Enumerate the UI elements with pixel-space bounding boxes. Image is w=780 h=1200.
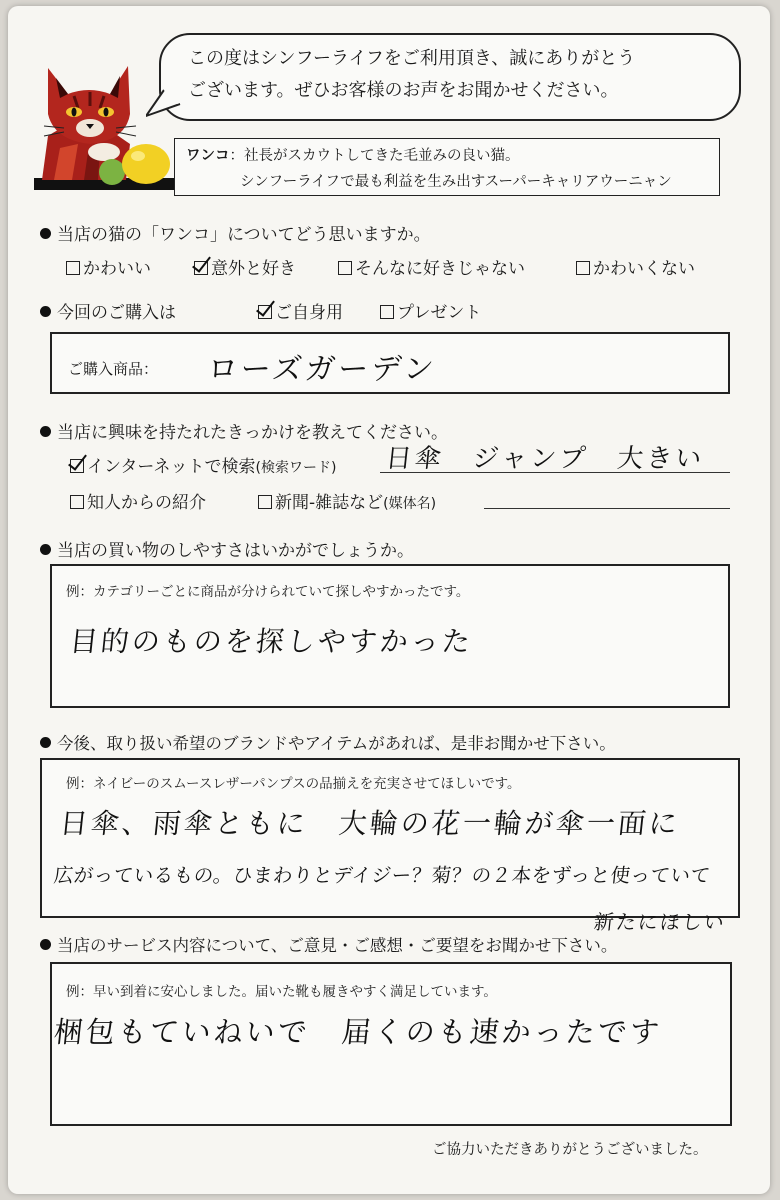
q1-option-3[interactable] xyxy=(576,254,695,279)
q3-media-option[interactable] xyxy=(258,488,436,513)
q2-question-text: 今回のご購入は xyxy=(57,303,176,323)
q6-question xyxy=(40,932,617,956)
speech-line-1: この度はシンフーライフをご利用頂き、誠にありがとう xyxy=(188,48,636,69)
q5-question-text: 今後、取り扱い希望のブランドやアイテムがあれば、是非お聞かせ下さい。 xyxy=(57,734,616,753)
q1-question xyxy=(40,220,431,245)
footer-thanks: ご協力いただきありがとうございました。 xyxy=(432,1142,708,1158)
q3-internet-sub: (検索ワード) xyxy=(255,460,337,476)
q5-answer-line-2[interactable]: 広がっているもの。ひまわりとデイジー？菊？の２本をずっと使っていて xyxy=(52,864,712,887)
q6-answer[interactable]: 梱包もていねいで 届くのも速かったです xyxy=(52,1015,664,1049)
q3-internet-label: インターネットで検索 xyxy=(87,457,256,477)
q5-answer-line-3[interactable]: 新たにほしい xyxy=(592,910,728,934)
bullet-icon xyxy=(40,426,51,437)
checkbox-icon[interactable] xyxy=(380,305,394,319)
search-words-value[interactable]: 日傘 ジャンプ 大きい xyxy=(384,444,706,474)
q1-option-2-label: そんなに好きじゃない xyxy=(355,259,525,279)
checkbox-icon[interactable] xyxy=(258,495,272,509)
q1-option-2[interactable] xyxy=(338,254,525,279)
checkbox-icon[interactable] xyxy=(70,495,84,509)
speech-line-2: ございます。ぜひお客様のお声をお聞かせください。 xyxy=(188,80,619,101)
q2-question xyxy=(40,298,176,323)
q3-internet-option[interactable] xyxy=(70,452,336,477)
checkbox-icon[interactable] xyxy=(66,261,80,275)
q5-example: 例：ネイビーのスムースレザーパンプスの品揃えを充実させてほしいです。 xyxy=(66,776,521,792)
checkbox-checked-icon[interactable] xyxy=(70,459,84,473)
checkbox-checked-icon[interactable] xyxy=(194,261,208,275)
q5-answer-line-1[interactable]: 日傘、雨傘ともに 大輪の花一輪が傘一面に xyxy=(58,807,682,840)
product-value[interactable]: ローズガーデン xyxy=(205,352,439,387)
q4-answer[interactable]: 目的のものを探しやすかった xyxy=(68,625,475,658)
media-line xyxy=(484,508,730,509)
q6-question-text: 当店のサービス内容について、ご意見・ご感想・ご要望をお聞かせ下さい。 xyxy=(57,936,618,955)
q3-friend-label: 知人からの紹介 xyxy=(87,493,206,513)
checkbox-checked-icon[interactable] xyxy=(258,305,272,319)
mascot-description-line-1 xyxy=(186,144,520,165)
q1-option-1-label: 意外と好き xyxy=(211,259,296,279)
q3-question-text: 当店に興味を持たれたきっかけを教えてください。 xyxy=(57,423,448,443)
q3-media-label: 新聞-雑誌など xyxy=(275,493,384,513)
q1-option-1[interactable] xyxy=(194,254,296,279)
q1-option-0-label: かわいい xyxy=(83,259,151,279)
bullet-icon xyxy=(40,228,51,239)
q1-option-3-label: かわいくない xyxy=(593,259,695,279)
q1-question-text: 当店の猫の「ワンコ」についてどう思いますか。 xyxy=(57,225,431,245)
q5-question xyxy=(40,730,616,754)
q2-option-0[interactable] xyxy=(258,298,343,323)
checkbox-icon[interactable] xyxy=(338,261,352,275)
q2-option-1-label: プレゼント xyxy=(397,303,482,323)
product-label: ご購入商品： xyxy=(68,360,159,378)
bullet-icon xyxy=(40,544,51,555)
bullet-icon xyxy=(40,939,51,950)
q6-example: 例：早い到着に安心しました。届いた靴も履きやすく満足しています。 xyxy=(66,984,497,1000)
mascot-desc-1: ：社長がスカウトしてきた毛並みの良い猫。 xyxy=(229,148,520,164)
q4-example: 例：カテゴリーごとに商品が分けられていて探しやすかったです。 xyxy=(66,584,470,600)
mascot-name: ワンコ xyxy=(186,148,230,164)
mascot-desc-2: シンフーライフで最も利益を生み出すスーパーキャリアウーニャン xyxy=(240,174,672,190)
q2-option-1[interactable] xyxy=(380,298,481,323)
bullet-icon xyxy=(40,306,51,317)
checkbox-icon[interactable] xyxy=(576,261,590,275)
q4-question xyxy=(40,536,414,561)
q3-media-sub: (媒体名) xyxy=(383,496,437,512)
q4-question-text: 当店の買い物のしやすさはいかがでしょうか。 xyxy=(57,541,414,561)
q2-option-0-label: ご自身用 xyxy=(275,303,343,323)
survey-card xyxy=(8,6,770,1194)
bullet-icon xyxy=(40,737,51,748)
q3-friend-option[interactable] xyxy=(70,488,206,513)
q1-option-0[interactable] xyxy=(66,254,151,279)
